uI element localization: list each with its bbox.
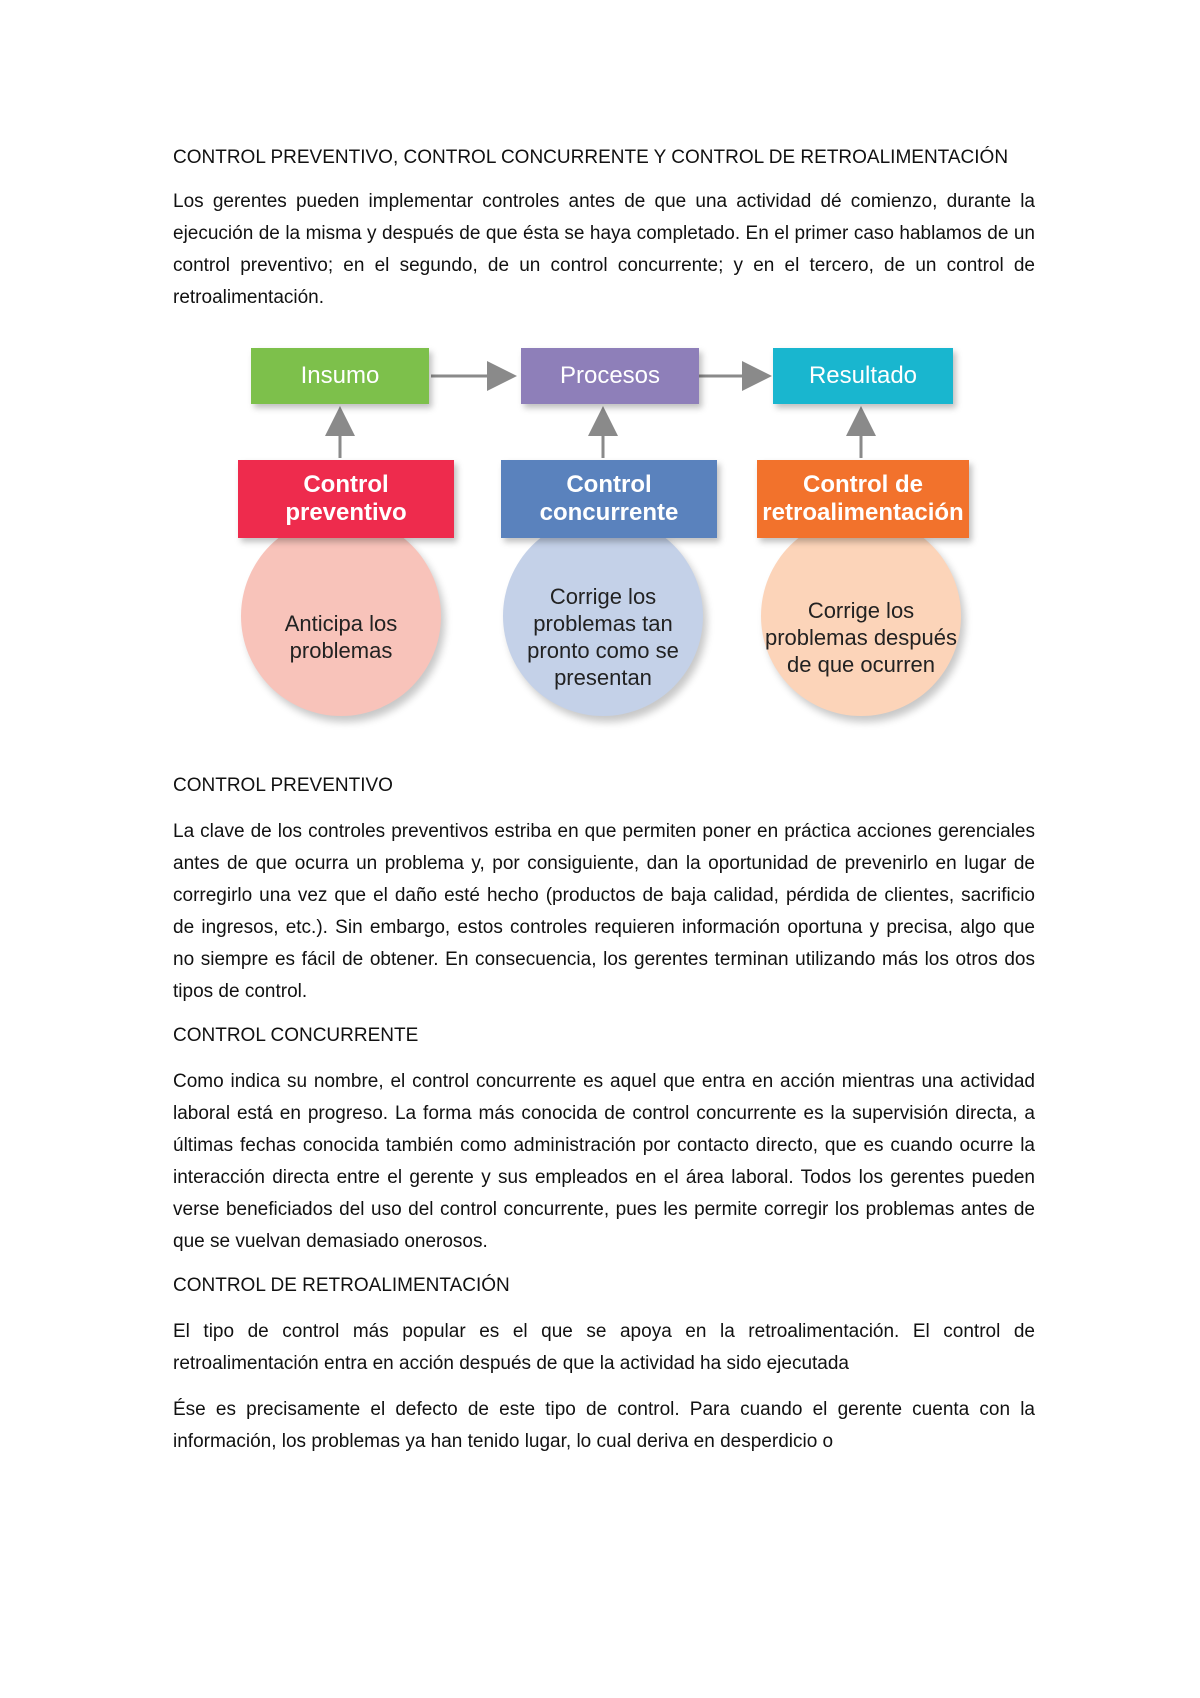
section-paragraph-concurrente: Como indica su nombre, el control concurrente es aquel que entra en acción mientras una actividad laboral está en progreso. La forma más conocida de control concurrente es la supervisión directa, a últimas fechas conocida también como administración por contacto directo, que es cuando ocurre la interacción directa entre el gerente y sus empleados en el área laboral. Todos los gerentes pueden verse beneficiados del uso del control concurrente, pues les permite corregir los problemas antes de que se vuelvan demasiado onerosos.: [173, 1071, 1035, 1252]
preventivo-label-line1: Control: [303, 471, 389, 498]
retro-description: Corrige los problemas después de que ocurren: [764, 597, 957, 677]
concurrente-label-line1: Control: [566, 471, 652, 498]
procesos-box: Procesos: [521, 348, 699, 404]
retro-circle: [761, 516, 961, 716]
retro-label-line1: Control de: [803, 471, 923, 498]
section-heading-concurrente: CONTROL CONCURRENTE: [173, 1025, 419, 1046]
concurrente-circle: [503, 516, 703, 716]
section-paragraph-retro-2: Ése es precisamente el defecto de este tipo de control. Para cuando el gerente cuenta con la información, los problemas ya han tenido lugar, lo cual deriva en desperdicio o: [173, 1399, 1035, 1452]
preventivo-circle: [241, 516, 441, 716]
preventivo-label-line2: preventivo: [285, 499, 407, 526]
document-title: CONTROL PREVENTIVO, CONTROL CONCURRENTE Y CONTROL DE RETROALIMENTACIÓN: [173, 147, 1009, 168]
section-heading-preventivo: CONTROL PREVENTIVO: [173, 775, 393, 796]
resultado-box: Resultado: [773, 348, 953, 404]
document-page: [173, 142, 1035, 1458]
control-preventivo-box: [238, 460, 454, 538]
concurrente-description: Corrige los problemas tan pronto como se presentan: [527, 584, 679, 690]
insumo-box: Insumo: [251, 348, 429, 404]
preventivo-description: Anticipa los problemas: [284, 611, 398, 663]
section-heading-retro: CONTROL DE RETROALIMENTACIÓN: [173, 1275, 510, 1296]
section-paragraph-preventivo: La clave de los controles preventivos estriba en que permiten poner en práctica acciones gerenciales antes de que ocurra un problema y, por consiguiente, dan la oportunidad de prevenirlo en lugar de corregirlo una vez que el daño esté hecho (productos de baja calidad, pérdida de clientes, sacrificio de ingresos, etc.). Sin embargo, estos controles requieren información oportuna y precisa, algo que no siempre es fácil de obtener. En consecuencia, los gerentes terminan utilizando más los otros dos tipos de control.: [173, 821, 1035, 1002]
intro-paragraph: Los gerentes pueden implementar controles antes de que una actividad dé comienzo, durante la ejecución de la misma y después de que ésta se haya completado. En el primer caso hablamos de un control preventivo; en el segundo, de un control concurrente; y en el tercero, de un control de retroalimentación.: [173, 191, 1035, 308]
section-paragraph-retro-1: El tipo de control más popular es el que se apoya en la retroalimentación. El control de retroalimentación entra en acción después de que la actividad ha sido ejecutada: [173, 1321, 1035, 1374]
control-concurrente-box: [501, 460, 717, 538]
control-types-diagram: [173, 332, 1035, 756]
concurrente-label-line2: concurrente: [539, 499, 679, 526]
control-retro-box: [757, 460, 969, 538]
retro-label-line2: retroalimentación: [762, 499, 964, 526]
